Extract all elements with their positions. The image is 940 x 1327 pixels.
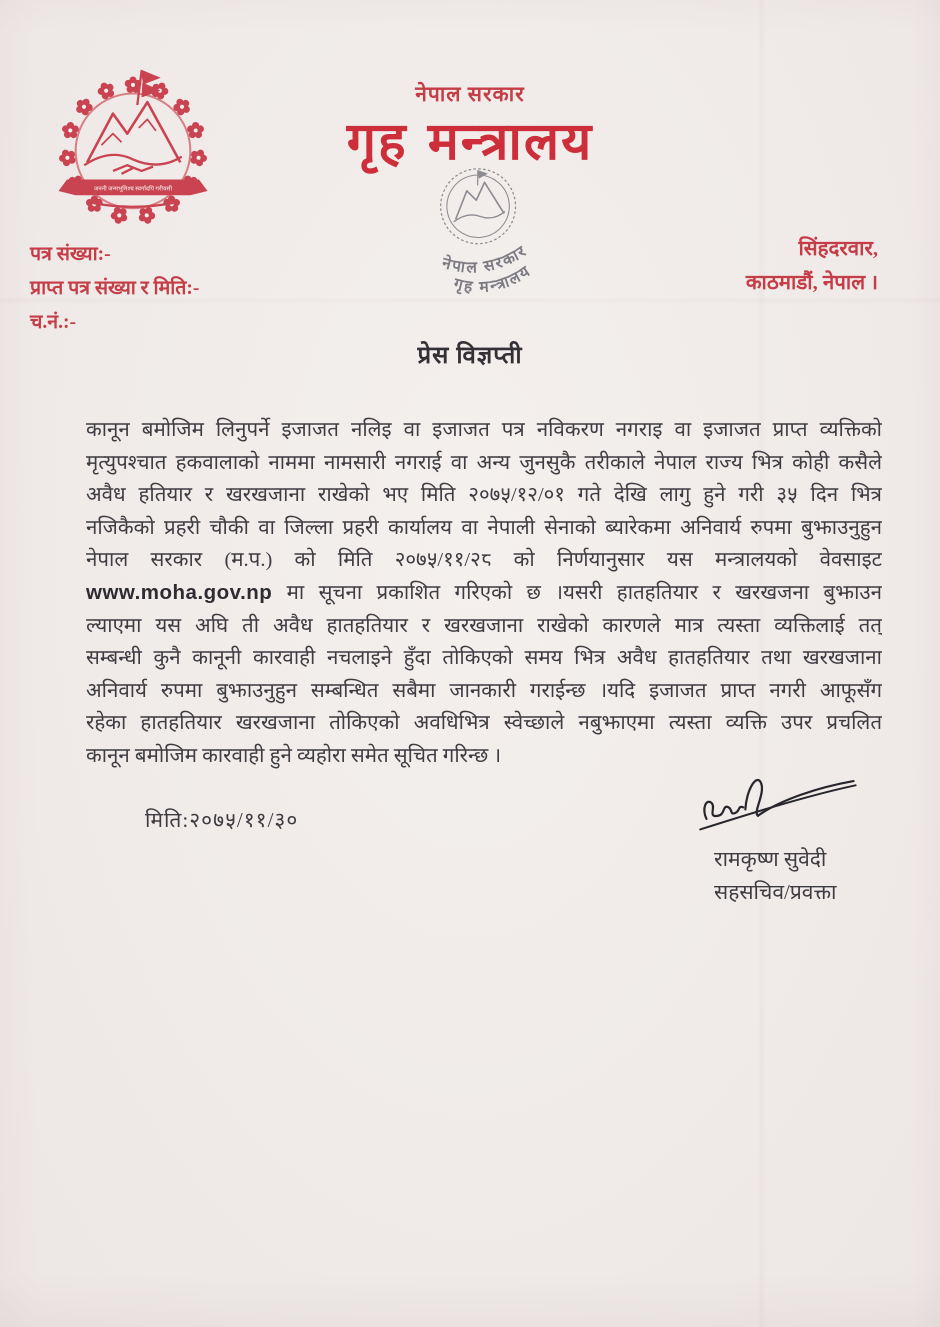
ministry-stamp	[379, 141, 583, 319]
press-release-body	[86, 414, 882, 773]
website-url: www.moha.gov.np	[86, 580, 273, 604]
government-name: नेपाल सरकार	[415, 82, 525, 106]
body-line: अनिवार्य रुपमा बुझाउनुहुन सम्बन्धित सबैमा जानकारी गराईन्छ ।यदि इजाजत प्राप्त नगरी आफूसँग	[86, 679, 882, 702]
office-address	[746, 232, 878, 300]
signature-handwritten	[680, 758, 880, 842]
stamp-text-government: नेपाल सरकार	[440, 242, 531, 277]
body-line: www.moha.gov.np मा सूचना प्रकाशित गरिएको छ ।यसरी हातहतियार र खरखजना बुझाउन	[86, 580, 882, 604]
ministry-name: गृह मन्त्रालय	[346, 112, 594, 172]
signatory-title: सहसचिव/प्रवक्ता	[714, 880, 837, 904]
signatory-name: रामकृष्ण सुवेदी	[714, 847, 827, 871]
laurel-branch	[90, 202, 176, 206]
body-line: ल्याएमा यस अघि ती अवैध हातहतियार र खरखजाना राखेको कारणले मात्र त्यस्ता व्यक्तिलाई तत्	[86, 614, 882, 637]
body-line: मृत्युपश्चात हकवालाको नाममा नामसारी नगराई वा अन्य जुनसुकै तरीकाले नेपाल राज्य भित्र कोही कसैले	[86, 451, 882, 474]
motto-banner	[58, 180, 207, 196]
letter-number-label: पत्र संख्या:-	[30, 244, 111, 265]
body-line: सम्बन्धी कुनै कानूनी कारवाही नचलाइने हुँदा तोकिएको समय भित्र अवैध हातहतियार तथा खरखजाना	[86, 647, 882, 670]
body-line: कानून बमोजिम लिनुपर्ने इजाजत नलिइ वा इजाजत पत्र नविकरण नगराइ वा इजाजत प्राप्त व्यक्तिको	[86, 419, 882, 441]
stamp-text-ministry: गृह मन्त्रालय	[451, 262, 535, 297]
body-line: नेपाल सरकार (म.प.) को मिति २०७५/११/२८ को निर्णयानुसार यस मन्त्रालयको वेवसाइट	[86, 549, 882, 572]
address-line-2: काठमाडौं, नेपाल ।	[745, 272, 878, 294]
dispatch-number-label: च.नं.:-	[30, 312, 76, 333]
emblem-motto-text: जननी जन्मभूमिश्च स्वर्गादपि गरीयसी	[93, 186, 173, 193]
received-letter-label: प्राप्त पत्र संख्या र मिति:-	[30, 278, 200, 299]
press-release-title: प्रेस विज्ञप्ती	[417, 343, 523, 369]
reference-fields	[30, 238, 199, 340]
body-line: नजिकैको प्रहरी चौकी वा जिल्ला प्रहरी कार्यालय वा नेपाली सेनाको ब्यारेकमा अनिवार्य रुपमा बुझाउनुहुन	[86, 516, 882, 539]
body-line: अवैध हतियार र खरखजाना राखेको भए मिति २०७५/१२/०१ गते देखि लागु हुने गरी ३५ दिन भित्र	[86, 484, 882, 507]
body-line: रहेका हातहतियार खरखजाना तोकिएको अवधिभित्र स्वेच्छाले नबुझाएमा त्यस्ता व्यक्ति उपर प्रचलित	[86, 712, 882, 735]
address-line-1: सिंहदरवार,	[798, 238, 878, 260]
document-date: मिति:२०७५/११/३०	[145, 808, 299, 832]
body-line: कानून बमोजिम कारवाही हुने व्यहोरा समेत सूचित गरिन्छ ।	[86, 744, 502, 767]
